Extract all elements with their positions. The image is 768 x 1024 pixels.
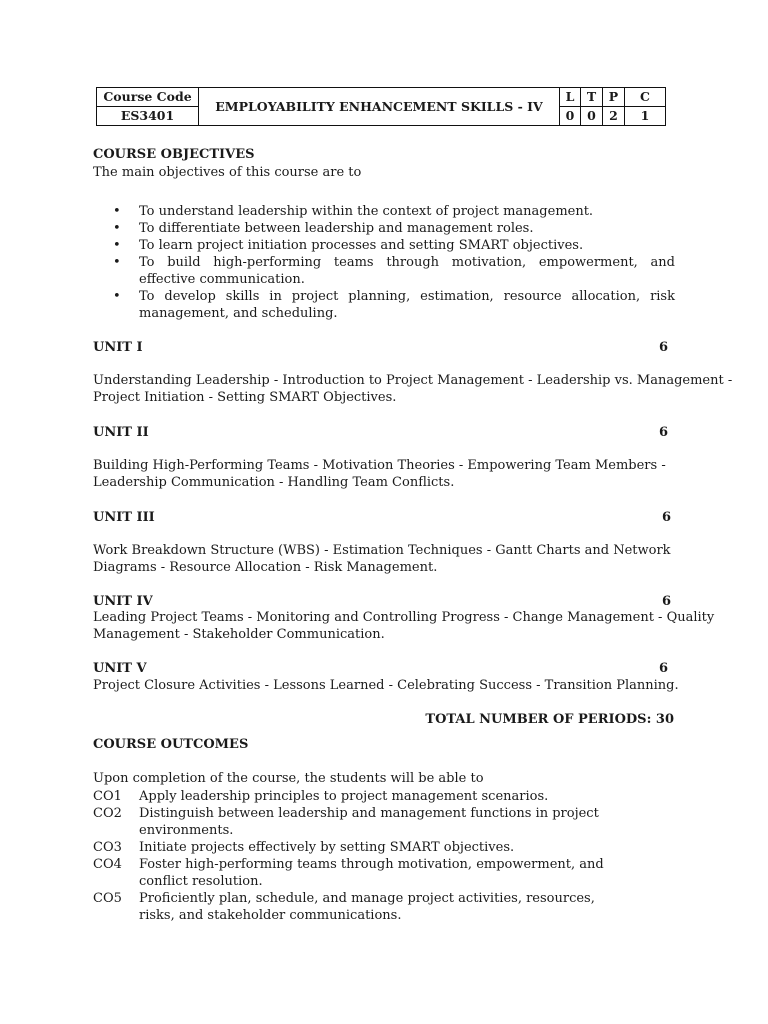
outcome-code: CO4 <box>93 857 122 872</box>
outcome-row <box>93 788 683 805</box>
unit-periods: 6 <box>659 340 669 355</box>
unit-title: UNIT II <box>93 425 149 440</box>
ltpc-label-p: P <box>603 88 625 107</box>
outcome-text: Proficiently plan, schedule, and manage project activities, resources, risks, and stakeholder communications. <box>139 891 595 923</box>
course-title: EMPLOYABILITY ENHANCEMENT SKILLS - IV <box>199 88 560 126</box>
outcome-row <box>93 856 683 890</box>
course-code-label: Course Code <box>97 88 199 107</box>
objectives-list <box>93 203 675 322</box>
ltpc-label-l: L <box>560 88 581 107</box>
ltpc-value-p: 2 <box>603 107 625 126</box>
outcome-text: Distinguish between leadership and management functions in project environments. <box>139 806 599 838</box>
outcome-code: CO5 <box>93 891 122 906</box>
unit-content-line: Diagrams - Resource Allocation - Risk Management. <box>93 560 438 575</box>
unit-content-line: Management - Stakeholder Communication. <box>93 627 385 642</box>
outcome-code: CO2 <box>93 806 122 821</box>
unit-content-line: Work Breakdown Structure (WBS) - Estimation Techniques - Gantt Charts and Network <box>93 543 671 558</box>
outcome-code: CO1 <box>93 789 122 804</box>
objective-item: • To develop skills in project planning, estimation, resource allocation, risk management, and scheduling. <box>93 288 675 322</box>
outcome-code: CO3 <box>93 840 122 855</box>
objectives-heading: COURSE OBJECTIVES <box>93 147 255 162</box>
unit-periods: 6 <box>662 510 672 525</box>
unit-periods: 6 <box>662 594 672 609</box>
objective-item: • To differentiate between leadership and management roles. <box>93 220 675 237</box>
objective-item: • To build high-performing teams through motivation, empowerment, and effective communication. <box>93 254 675 288</box>
outcome-text: Foster high-performing teams through motivation, empowerment, and conflict resolution. <box>139 857 604 889</box>
outcome-row <box>93 890 683 924</box>
objective-item: • To learn project initiation processes and setting SMART objectives. <box>93 237 675 254</box>
ltpc-value-c: 1 <box>625 107 666 126</box>
outcome-text: Initiate projects effectively by setting SMART objectives. <box>139 840 515 855</box>
outcomes-heading: COURSE OUTCOMES <box>93 737 249 752</box>
unit-content-line: Project Closure Activities - Lessons Learned - Celebrating Success - Transition Planning. <box>93 678 679 693</box>
ltpc-label-t: T <box>581 88 603 107</box>
unit-content-line: Building High-Performing Teams - Motivation Theories - Empowering Team Members - <box>93 458 666 473</box>
course-header-table <box>96 87 666 126</box>
unit-content-line: Project Initiation - Setting SMART Objectives. <box>93 390 397 405</box>
outcomes-intro: Upon completion of the course, the students will be able to <box>93 771 484 786</box>
ltpc-value-t: 0 <box>581 107 603 126</box>
unit-content-line: Leading Project Teams - Monitoring and Controlling Progress - Change Management - Quality <box>93 610 715 625</box>
unit-title: UNIT IV <box>93 594 153 609</box>
outcomes-list <box>93 788 683 924</box>
unit-content-line: Understanding Leadership - Introduction to Project Management - Leadership vs. Management - <box>93 373 733 388</box>
outcome-text: Apply leadership principles to project management scenarios. <box>139 789 549 804</box>
unit-periods: 6 <box>659 661 669 676</box>
objectives-intro: The main objectives of this course are to <box>93 165 362 180</box>
ltpc-value-l: 0 <box>560 107 581 126</box>
ltpc-label-c: C <box>625 88 666 107</box>
objective-item: • To understand leadership within the context of project management. <box>93 203 675 220</box>
unit-title: UNIT I <box>93 340 143 355</box>
unit-content-line: Leadership Communication - Handling Team Conflicts. <box>93 475 455 490</box>
unit-title: UNIT III <box>93 510 155 525</box>
outcome-row <box>93 805 683 839</box>
course-code-value: ES3401 <box>97 107 199 126</box>
total-periods: TOTAL NUMBER OF PERIODS: 30 <box>425 712 674 727</box>
outcome-row <box>93 839 683 856</box>
unit-title: UNIT V <box>93 661 147 676</box>
unit-periods: 6 <box>659 425 669 440</box>
